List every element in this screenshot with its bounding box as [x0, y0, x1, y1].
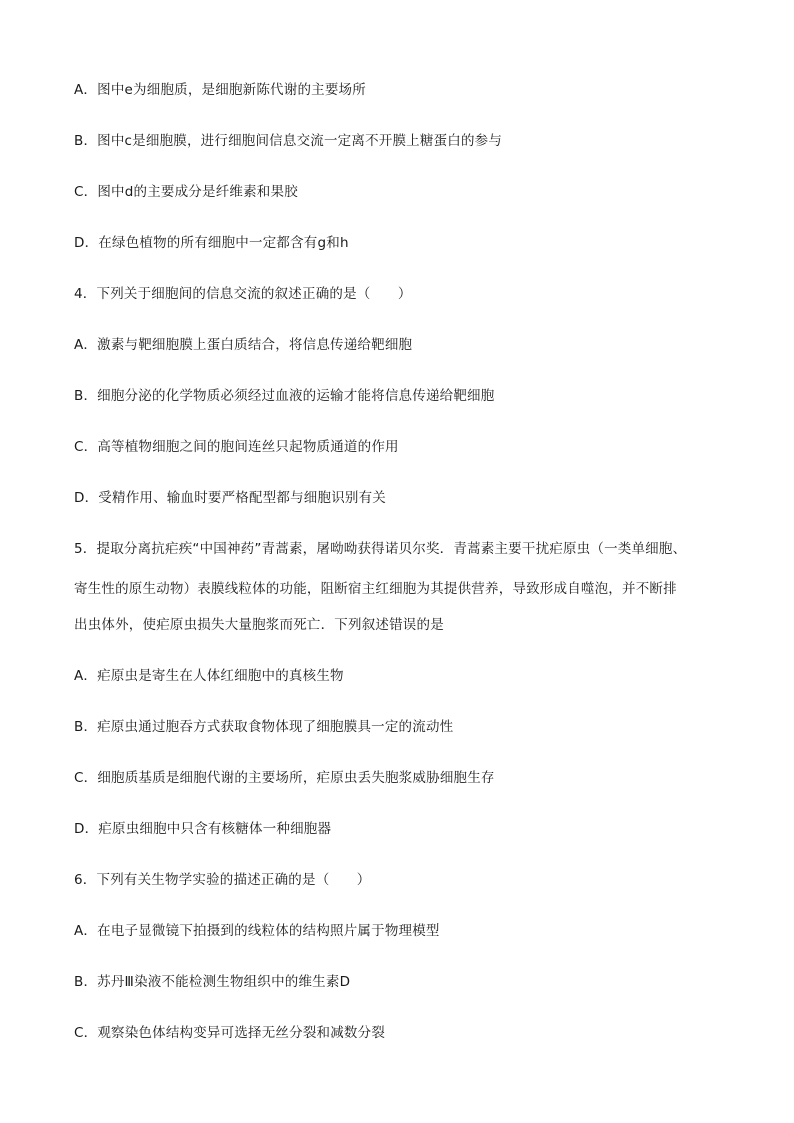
question-5-stem-line-3: 出虫体外，使疟原虫损失大量胞浆而死亡．下列叙述错误的是 [74, 617, 444, 633]
question-5-stem-line-1: 5．提取分离抗疟疾“中国神药”青蒿素，屠呦呦获得诺贝尔奖．青蒿素主要干扰疟原虫（一类单细胞、 [74, 541, 687, 557]
option-c-q6: C．观察染色体结构变异可选择无丝分裂和减数分裂 [74, 1025, 386, 1041]
option-b-q4: B．细胞分泌的化学物质必须经过血液的运输才能将信息传递给靶细胞 [74, 388, 495, 404]
option-d-q5: D．疟原虫细胞中只含有核糖体一种细胞器 [74, 821, 332, 837]
option-d-q3: D．在绿色植物的所有细胞中一定都含有g和h [74, 235, 349, 251]
question-5-stem-line-2: 寄生性的原生动物）表膜线粒体的功能，阻断宿主红细胞为其提供营养，导致形成自噬泡，并不断排 [74, 581, 677, 597]
option-b-q3: B．图中c是细胞膜，进行细胞间信息交流一定离不开膜上糖蛋白的参与 [74, 133, 503, 149]
option-b-q6: B．苏丹Ⅲ染液不能检测生物组织中的维生素D [74, 974, 351, 990]
option-d-q4: D．受精作用、输血时要严格配型都与细胞识别有关 [74, 490, 386, 506]
option-c-q4: C．高等植物细胞之间的胞间连丝只起物质通道的作用 [74, 439, 399, 455]
option-a-q6: A．在电子显微镜下拍摄到的线粒体的结构照片属于物理模型 [74, 923, 440, 939]
question-6-stem: 6．下列有关生物学实验的描述正确的是（ ） [74, 872, 371, 888]
option-a-q3: A．图中e为细胞质，是细胞新陈代谢的主要场所 [74, 82, 366, 98]
option-b-q5: B．疟原虫通过胞吞方式获取食物体现了细胞膜具一定的流动性 [74, 719, 454, 735]
option-c-q3: C．图中d的主要成分是纤维素和果胶 [74, 184, 298, 200]
option-c-q5: C．细胞质基质是细胞代谢的主要场所，疟原虫丢失胞浆威胁细胞生存 [74, 770, 495, 786]
question-4-stem: 4．下列关于细胞间的信息交流的叙述正确的是（ ） [74, 286, 412, 302]
option-a-q5: A．疟原虫是寄生在人体红细胞中的真核生物 [74, 668, 344, 684]
option-a-q4: A．激素与靶细胞膜上蛋白质结合，将信息传递给靶细胞 [74, 337, 413, 353]
